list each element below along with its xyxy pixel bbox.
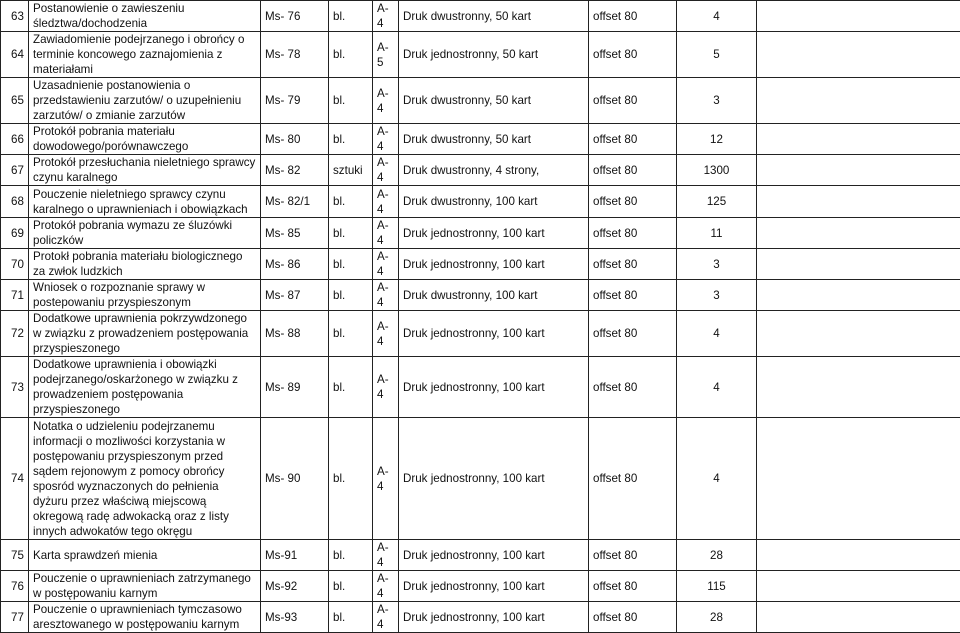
form-name: Protokół przesłuchania nieletniego sprawcy czynu karalnego xyxy=(29,155,261,186)
quantity: 4 xyxy=(677,1,757,32)
print-type: Druk dwustronny, 50 kart xyxy=(399,124,589,155)
paper-type: offset 80 xyxy=(589,280,677,311)
paper-type: offset 80 xyxy=(589,186,677,218)
unit: bl. xyxy=(329,602,373,633)
unit: bl. xyxy=(329,78,373,124)
print-type: Druk jednostronny, 100 kart xyxy=(399,571,589,602)
print-type: Druk jednostronny, 100 kart xyxy=(399,602,589,633)
paper-format: A-4 xyxy=(373,602,399,633)
print-type: Druk dwustronny, 4 strony, xyxy=(399,155,589,186)
empty-cell xyxy=(757,155,960,186)
unit: bl. xyxy=(329,186,373,218)
quantity: 28 xyxy=(677,540,757,571)
print-type: Druk dwustronny, 100 kart xyxy=(399,186,589,218)
row-number: 76 xyxy=(1,571,29,602)
paper-format: A-4 xyxy=(373,540,399,571)
quantity: 1300 xyxy=(677,155,757,186)
table-row xyxy=(1,280,960,311)
print-type: Druk jednostronny, 100 kart xyxy=(399,311,589,357)
print-type: Druk jednostronny, 100 kart xyxy=(399,249,589,280)
paper-format: A-4 xyxy=(373,357,399,418)
form-name: Notatka o udzieleniu podejrzanemu informacji o mozliwości korzystania w postępowaniu przyspieszonym przed sądem rejonowym z pomocy obrońcy sposród wyznaczonych do pełnienia dyżuru przez właściwą miejscową okregową radę adwokacką oraz z listy innych adwokatów tego okręgu xyxy=(29,418,261,540)
form-name: Protokł pobrania materiału biologicznego za zwłok ludzkich xyxy=(29,249,261,280)
row-number: 72 xyxy=(1,311,29,357)
empty-cell xyxy=(757,249,960,280)
table-row xyxy=(1,1,960,32)
form-symbol: Ms- 86 xyxy=(261,249,329,280)
print-type: Druk dwustronny, 100 kart xyxy=(399,280,589,311)
paper-type: offset 80 xyxy=(589,218,677,249)
paper-type: offset 80 xyxy=(589,418,677,540)
paper-format: A-4 xyxy=(373,571,399,602)
table-row xyxy=(1,602,960,633)
quantity: 28 xyxy=(677,602,757,633)
paper-type: offset 80 xyxy=(589,357,677,418)
form-name: Protokół pobrania materiału dowodowego/porównawczego xyxy=(29,124,261,155)
table-row xyxy=(1,218,960,249)
form-symbol: Ms- 80 xyxy=(261,124,329,155)
row-number: 68 xyxy=(1,186,29,218)
form-symbol: Ms- 88 xyxy=(261,311,329,357)
paper-type: offset 80 xyxy=(589,1,677,32)
print-type: Druk jednostronny, 100 kart xyxy=(399,218,589,249)
empty-cell xyxy=(757,571,960,602)
table-row xyxy=(1,540,960,571)
paper-format: A-4 xyxy=(373,186,399,218)
unit: bl. xyxy=(329,311,373,357)
row-number: 77 xyxy=(1,602,29,633)
empty-cell xyxy=(757,280,960,311)
form-symbol: Ms- 76 xyxy=(261,1,329,32)
empty-cell xyxy=(757,311,960,357)
paper-type: offset 80 xyxy=(589,311,677,357)
row-number: 70 xyxy=(1,249,29,280)
row-number: 64 xyxy=(1,32,29,78)
form-symbol: Ms- 89 xyxy=(261,357,329,418)
empty-cell xyxy=(757,218,960,249)
form-name: Pouczenie nieletniego sprawcy czynu karalnego o uprawnieniach i obowiązkach xyxy=(29,186,261,218)
paper-format: A-4 xyxy=(373,1,399,32)
quantity: 12 xyxy=(677,124,757,155)
quantity: 3 xyxy=(677,280,757,311)
print-type: Druk jednostronny, 100 kart xyxy=(399,540,589,571)
row-number: 67 xyxy=(1,155,29,186)
paper-format: A-4 xyxy=(373,124,399,155)
table-row xyxy=(1,124,960,155)
paper-type: offset 80 xyxy=(589,602,677,633)
empty-cell xyxy=(757,602,960,633)
unit: bl. xyxy=(329,249,373,280)
quantity: 4 xyxy=(677,311,757,357)
table-row xyxy=(1,186,960,218)
table-row xyxy=(1,78,960,124)
table-row xyxy=(1,311,960,357)
empty-cell xyxy=(757,1,960,32)
form-symbol: Ms- 90 xyxy=(261,418,329,540)
paper-type: offset 80 xyxy=(589,78,677,124)
print-type: Druk jednostronny, 100 kart xyxy=(399,418,589,540)
table-body xyxy=(1,1,960,633)
paper-type: offset 80 xyxy=(589,32,677,78)
row-number: 73 xyxy=(1,357,29,418)
form-name: Zawiadomienie podejrzanego i obrońcy o terminie koncowego zaznajomienia z materiałami xyxy=(29,32,261,78)
form-name: Protokół pobrania wymazu ze śluzówki policzków xyxy=(29,218,261,249)
unit: bl. xyxy=(329,540,373,571)
paper-format: A-4 xyxy=(373,218,399,249)
unit: sztuki xyxy=(329,155,373,186)
empty-cell xyxy=(757,540,960,571)
form-name: Uzasadnienie postanowienia o przedstawieniu zarzutów/ o uzupełnieniu zarzutów/ o zmianie zarzutów xyxy=(29,78,261,124)
quantity: 3 xyxy=(677,249,757,280)
form-symbol: Ms- 85 xyxy=(261,218,329,249)
unit: bl. xyxy=(329,280,373,311)
unit: bl. xyxy=(329,32,373,78)
table-row xyxy=(1,418,960,540)
form-name: Pouczenie o uprawnieniach tymczasowo aresztowanego w postępowaniu karnym xyxy=(29,602,261,633)
row-number: 63 xyxy=(1,1,29,32)
table-row xyxy=(1,571,960,602)
paper-format: A-4 xyxy=(373,280,399,311)
row-number: 65 xyxy=(1,78,29,124)
paper-format: A-4 xyxy=(373,418,399,540)
paper-type: offset 80 xyxy=(589,124,677,155)
table-row xyxy=(1,357,960,418)
form-name: Pouczenie o uprawnieniach zatrzymanego w postępowaniu karnym xyxy=(29,571,261,602)
form-name: Postanowienie o zawieszeniu śledztwa/dochodzenia xyxy=(29,1,261,32)
form-symbol: Ms- 82/1 xyxy=(261,186,329,218)
unit: bl. xyxy=(329,1,373,32)
form-symbol: Ms- 82 xyxy=(261,155,329,186)
row-number: 66 xyxy=(1,124,29,155)
row-number: 71 xyxy=(1,280,29,311)
paper-type: offset 80 xyxy=(589,571,677,602)
unit: bl. xyxy=(329,418,373,540)
empty-cell xyxy=(757,78,960,124)
unit: bl. xyxy=(329,357,373,418)
empty-cell xyxy=(757,186,960,218)
quantity: 4 xyxy=(677,418,757,540)
form-symbol: Ms- 78 xyxy=(261,32,329,78)
empty-cell xyxy=(757,32,960,78)
form-name: Wniosek o rozpoznanie sprawy w postepowaniu przyspieszonym xyxy=(29,280,261,311)
unit: bl. xyxy=(329,571,373,602)
paper-format: A-4 xyxy=(373,155,399,186)
quantity: 5 xyxy=(677,32,757,78)
paper-format: A-4 xyxy=(373,311,399,357)
form-symbol: Ms- 87 xyxy=(261,280,329,311)
paper-format: A-4 xyxy=(373,249,399,280)
empty-cell xyxy=(757,357,960,418)
quantity: 3 xyxy=(677,78,757,124)
print-type: Druk jednostronny, 50 kart xyxy=(399,32,589,78)
print-type: Druk dwustronny, 50 kart xyxy=(399,78,589,124)
quantity: 11 xyxy=(677,218,757,249)
row-number: 69 xyxy=(1,218,29,249)
form-symbol: Ms-91 xyxy=(261,540,329,571)
quantity: 4 xyxy=(677,357,757,418)
paper-type: offset 80 xyxy=(589,249,677,280)
table-row xyxy=(1,32,960,78)
unit: bl. xyxy=(329,124,373,155)
empty-cell xyxy=(757,418,960,540)
form-name: Karta sprawdzeń mienia xyxy=(29,540,261,571)
table-row xyxy=(1,249,960,280)
form-symbol: Ms- 79 xyxy=(261,78,329,124)
row-number: 75 xyxy=(1,540,29,571)
empty-cell xyxy=(757,124,960,155)
paper-format: A-5 xyxy=(373,32,399,78)
form-symbol: Ms-93 xyxy=(261,602,329,633)
form-name: Dodatkowe uprawnienia pokrzywdzonego w związku z prowadzeniem postępowania przyspieszonego xyxy=(29,311,261,357)
unit: bl. xyxy=(329,218,373,249)
form-name: Dodatkowe uprawnienia i obowiązki podejrzanego/oskarżonego w związku z prowadzeniem postępowania przyspieszonego xyxy=(29,357,261,418)
print-type: Druk jednostronny, 100 kart xyxy=(399,357,589,418)
paper-type: offset 80 xyxy=(589,155,677,186)
row-number: 74 xyxy=(1,418,29,540)
paper-type: offset 80 xyxy=(589,540,677,571)
table-row xyxy=(1,155,960,186)
print-type: Druk dwustronny, 50 kart xyxy=(399,1,589,32)
quantity: 125 xyxy=(677,186,757,218)
form-symbol: Ms-92 xyxy=(261,571,329,602)
paper-format: A-4 xyxy=(373,78,399,124)
quantity: 115 xyxy=(677,571,757,602)
